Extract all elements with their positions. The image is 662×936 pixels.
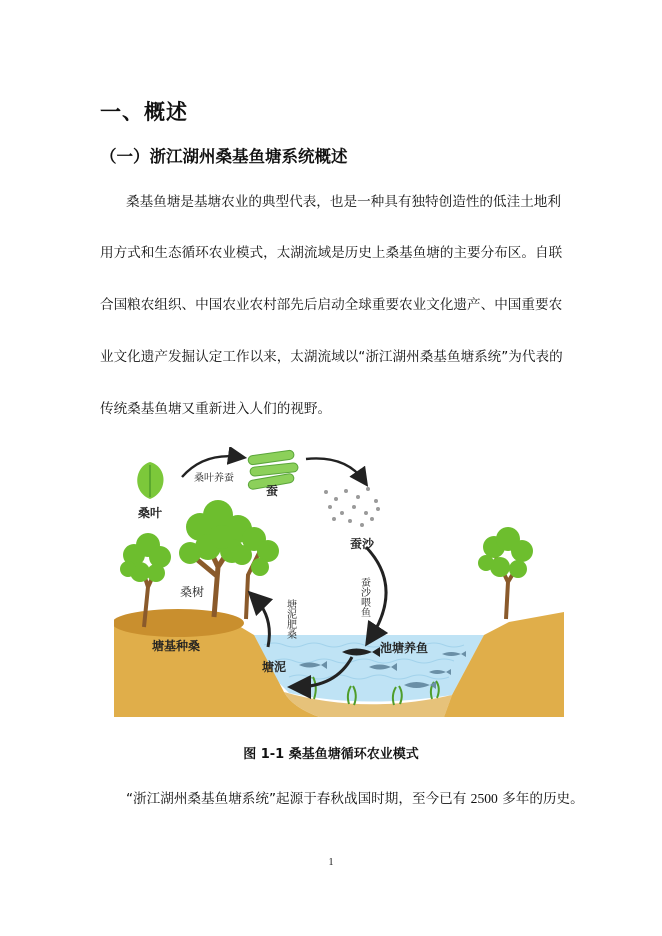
label-mulberry-tree: 桑树 (180, 585, 205, 599)
dike-top (114, 609, 244, 637)
year-number: 2500 (470, 791, 498, 806)
mulberry-tree-icon (478, 527, 533, 619)
label-fish-pond: 池塘养鱼 (380, 641, 429, 655)
text-segment: 多年的历史。 (497, 791, 584, 807)
label-pond-mud: 塘泥 (262, 660, 287, 674)
label-sand-feeds-fish: 蚕沙喂鱼 (358, 577, 370, 617)
figure-caption: 图 1-1 桑基鱼塘循环农业模式 (243, 747, 419, 762)
section-heading: 一、概述 (100, 100, 188, 124)
silkworm-sand-icon (324, 487, 380, 527)
label-mulberry-leaf: 桑叶 (138, 506, 163, 520)
mulberry-fishpond-diagram (114, 447, 564, 722)
label-dike-mulberry: 塘基种桑 (152, 639, 201, 653)
paragraph-line (126, 787, 584, 807)
paragraph-line: 合国粮农组织、中国农业农村部先后启动全球重要农业文化遗产、中国重要农 (100, 297, 563, 313)
paragraph-line: 传统桑基鱼塘又重新进入人们的视野。 (100, 401, 332, 417)
paragraph-line: 业文化遗产发掘认定工作以来，太湖流域以“浙江湖州桑基鱼塘系统”为代表的 (100, 349, 563, 365)
page-number: 1 (328, 857, 334, 868)
paragraph-line: 桑基鱼塘是基塘农业的典型代表，也是一种具有独特创造性的低洼土地利 (126, 194, 561, 210)
label-mud-fertilizes: 塘泥肥桑 (284, 599, 296, 639)
arrow-silkworm-to-sand (306, 458, 364, 481)
subsection-heading: （一）浙江湖州桑基鱼塘系统概述 (100, 147, 348, 166)
text-segment: “浙江湖州桑基鱼塘系统”起源于春秋战国时期，至今已有 (126, 791, 471, 807)
label-leaf-to-silkworm: 桑叶养蚕 (194, 473, 234, 484)
paragraph-line: 用方式和生态循环农业模式，太湖流域是历史上桑基鱼塘的主要分布区。自联 (100, 245, 563, 261)
label-silkworm-sand: 蚕沙 (350, 537, 375, 551)
label-silkworm: 蚕 (266, 484, 279, 498)
